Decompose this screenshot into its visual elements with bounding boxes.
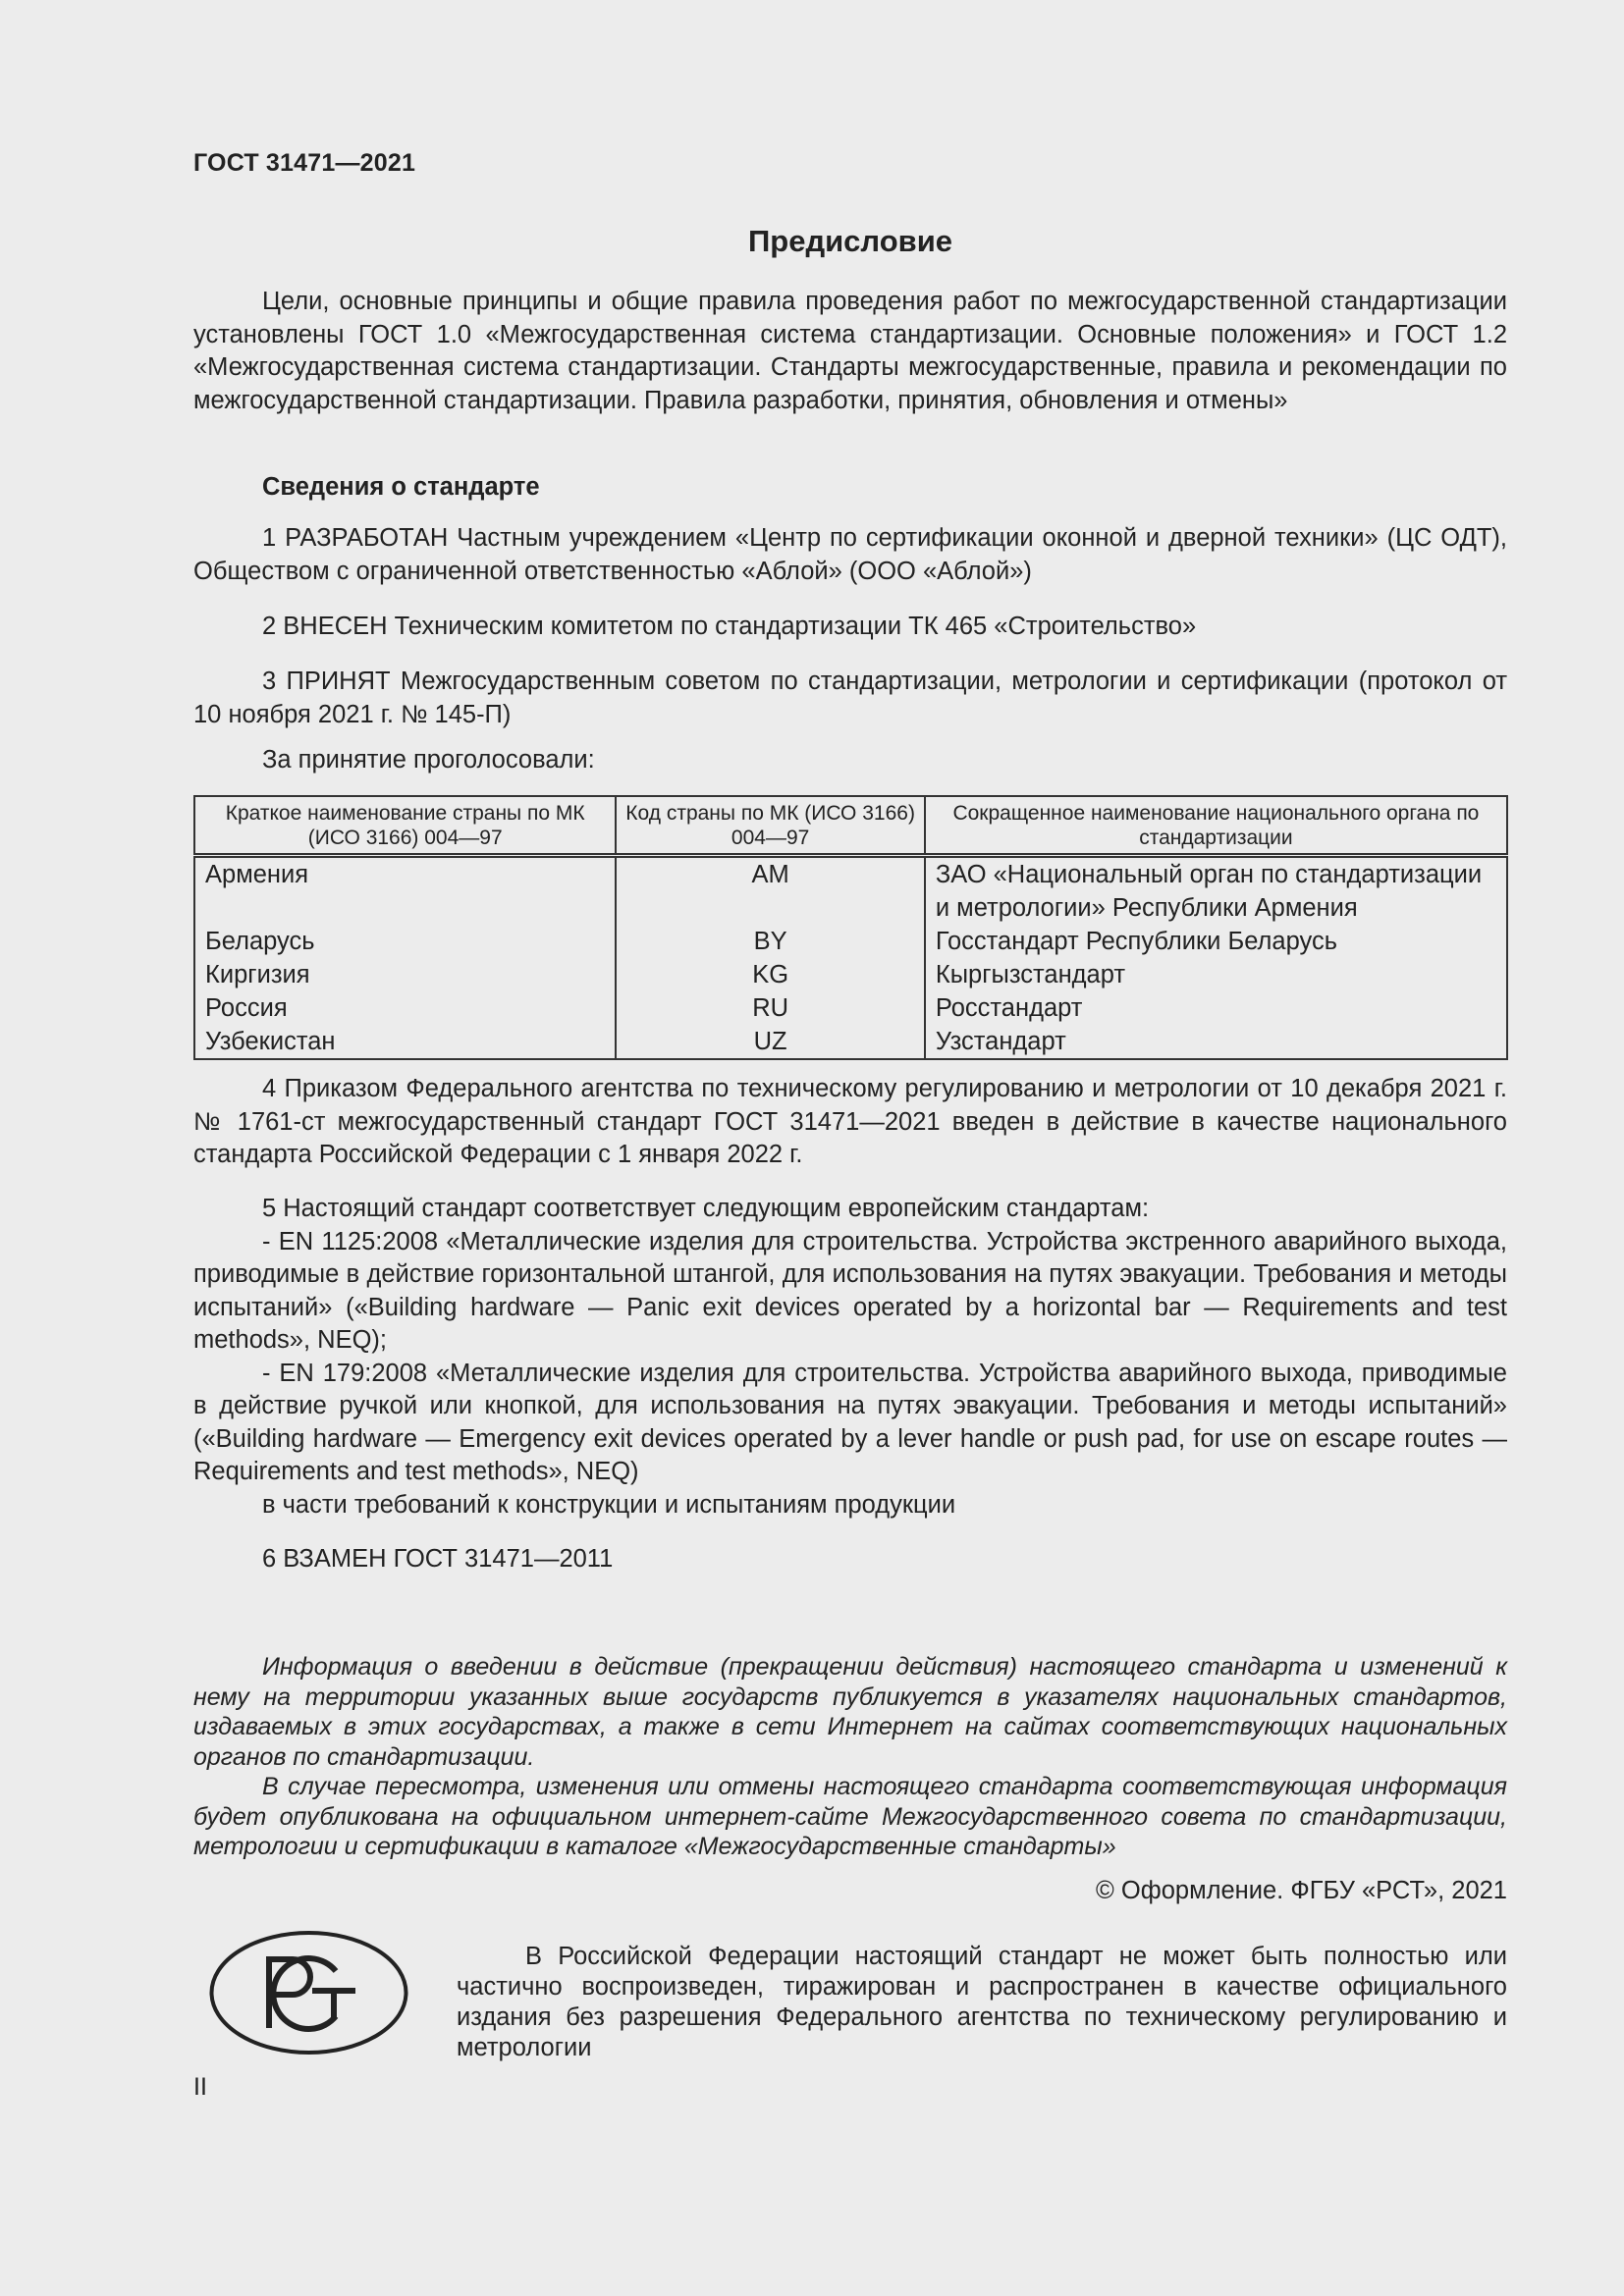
table-row [194, 958, 1507, 991]
header-organ: Сокращенное наименование национального органа по стандартизации [925, 796, 1507, 856]
rst-certification-logo-icon [208, 1930, 409, 2056]
table-row [194, 991, 1507, 1025]
notice-paragraph-2: В случае пересмотра, изменения или отмены настоящего стандарта соответствующая информация будет опубликована на официальном интернет-сайте Межгосударственного совета по стандартизации, метрологии и сертификации в каталоге «Межгосударственные стандарты» [193, 1773, 1507, 1860]
header-code: Код страны по МК (ИСО 3166) 004—97 [616, 796, 924, 856]
copyright-line: © Оформление. ФГБУ «РСТ», 2021 [1096, 1877, 1507, 1904]
page-title: Предисловие [747, 224, 952, 258]
cell-code: RU [616, 991, 924, 1025]
cell-organ: Кыргызстандарт [925, 958, 1507, 991]
item-6-replaces: 6 ВЗАМЕН ГОСТ 31471—2011 [262, 1545, 614, 1573]
cell-organ: Госстандарт Республики Беларусь [925, 925, 1507, 958]
cell-code: KG [616, 958, 924, 991]
cell-country: Беларусь [194, 925, 616, 958]
table-row [194, 925, 1507, 958]
item-5-en179: - EN 179:2008 «Металлические изделия для строительства. Устройства аварийного выхода, приводимые в действие ручкой или кнопкой, для использования на путях эвакуации. Требования и методы испытаний» («Building hardware — Emergency exit devices operated by a lever handle or push pad, for use on escape routes — Requirements and test methods», NEQ) [193, 1359, 1507, 1485]
item-5-intro: 5 Настоящий стандарт соответствует следующим европейским стандартам: [262, 1195, 1150, 1222]
item-3-adopted: 3 ПРИНЯТ Межгосударственным советом по стандартизации, метрологии и сертификации (протокол от 10 ноября 2021 г. № 145-П) [193, 667, 1507, 728]
header-country: Краткое наименование страны по МК (ИСО 3166) 004—97 [194, 796, 616, 856]
intro-paragraph: Цели, основные принципы и общие правила проведения работ по межгосударственной стандартизации установлены ГОСТ 1.0 «Межгосударственная система стандартизации. Основные положения» и ГОСТ 1.2 «Межгосударственная система стандартизации. Стандарты межгосударственные, правила и рекомендации по межгосударственной стандартизации. Правила разработки, принятия, обновления и отмены» [193, 288, 1507, 414]
item-1-developed: 1 РАЗРАБОТАН Частным учреждением «Центр по сертификации оконной и дверной техники» (ЦС ОДТ), Обществом с ограниченной ответственностью «Аблой» (ООО «Аблой») [193, 524, 1507, 585]
cell-code: BY [616, 925, 924, 958]
cell-country: Киргизия [194, 958, 616, 991]
rights-notice: В Российской Федерации настоящий стандарт не может быть полностью или частично воспроизведен, тиражирован и распространен в качестве официального издания без разрешения Федерального агентства по техническому регулированию и метрологии [457, 1943, 1507, 2061]
item-4-order: 4 Приказом Федерального агентства по техническому регулированию и метрологии от 10 декабря 2021 г. № 1761-ст межгосударственный стандарт ГОСТ 31471—2021 введен в действие в качестве национального стандарта Российской Федерации с 1 января 2022 г. [193, 1075, 1507, 1168]
cell-country: Россия [194, 991, 616, 1025]
cell-code: AM [616, 856, 924, 926]
item-5-en1125: - EN 1125:2008 «Металлические изделия для строительства. Устройства экстренного аварийного выхода, приводимые в действие горизонтальной штангой, для использования на путях эвакуации. Требования и методы испытаний» («Building hardware — Panic exit devices operated by a horizontal bar — Requirements and test methods», NEQ); [193, 1227, 1507, 1354]
voted-label: За принятие проголосовали: [262, 746, 595, 774]
notice-block [193, 1652, 1507, 1862]
rst-logo [208, 1930, 409, 2056]
item-2-submitted: 2 ВНЕСЕН Техническим комитетом по стандартизации ТК 465 «Строительство» [262, 613, 1197, 640]
voting-table [193, 795, 1508, 1060]
cell-organ: Узстандарт [925, 1025, 1507, 1059]
item-5-block [193, 1193, 1507, 1522]
standard-code: ГОСТ 31471—2021 [193, 149, 416, 177]
cell-organ: Росстандарт [925, 991, 1507, 1025]
cell-organ: ЗАО «Национальный орган по стандартизации и метрологии» Республики Армения [925, 856, 1507, 926]
table-row [194, 856, 1507, 926]
cell-country: Узбекистан [194, 1025, 616, 1059]
table-row [194, 1025, 1507, 1059]
notice-paragraph-1: Информация о введении в действие (прекращении действия) настоящего стандарта и изменений к нему на территории указанных выше государств публикуется в указателях национальных стандартов, издаваемых в этих государствах, а также в сети Интернет на сайтах соответствующих национальных органов по стандартизации. [193, 1653, 1507, 1771]
cell-code: UZ [616, 1025, 924, 1059]
page-number: II [193, 2073, 207, 2101]
cell-country: Армения [194, 856, 616, 926]
item-5-scope: в части требований к конструкции и испытаниям продукции [262, 1490, 956, 1519]
table-header-row [194, 796, 1507, 856]
info-heading: Сведения о стандарте [262, 473, 540, 501]
